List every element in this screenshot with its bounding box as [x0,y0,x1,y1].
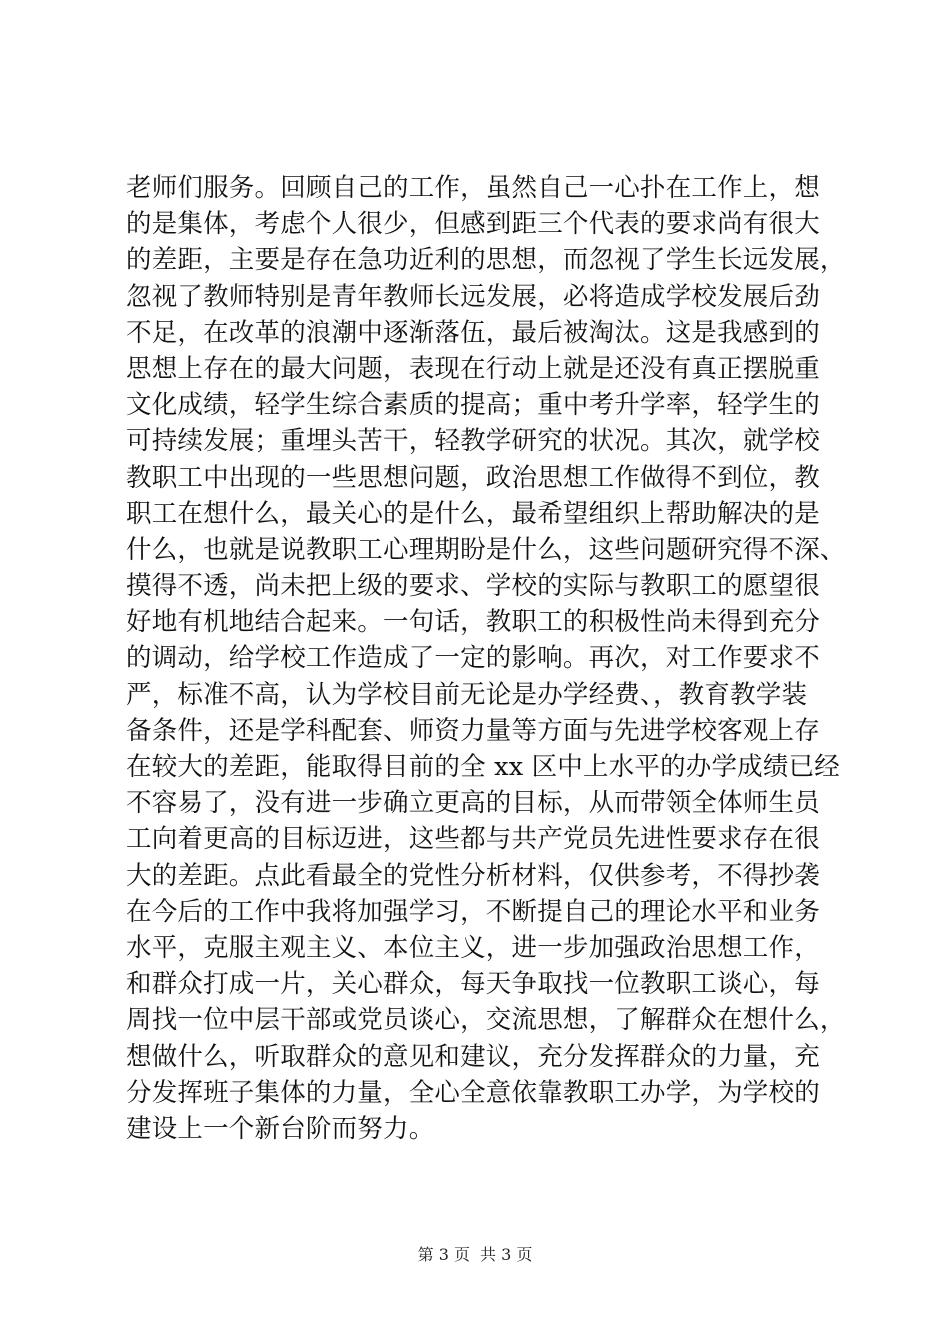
text-line: 摸得不透，尚未把上级的要求、学校的实际与教职工的愿望很 [126,571,820,602]
text-line: 老师们服务。回顾自己的工作，虽然自己一心扑在工作上，想 [126,173,820,203]
text-line: 周找一位中层干部或党员谈心，交流思想，了解群众在想什么， [126,1005,846,1036]
body-text [126,170,846,1147]
text-line: 不容易了，没有进一步确立更高的目标，从而带领全体师生员 [126,788,820,819]
text-line: 思想上存在的最大问题，表现在行动上就是还没有真正摆脱重 [126,353,820,384]
text-line: 建设上一个新台阶而努力。 [126,1113,435,1144]
text-line: 大的差距。点此看最全的党性分析材料，仅供参考，不得抄袭 [126,860,820,891]
text-line: 严，标准不高，认为学校目前无论是办学经费、，教育教学装 [126,679,808,710]
text-line: 和群众打成一片，关心群众，每天争取找一位教职工谈心，每 [126,969,820,1000]
text-line: 好地有机地结合起来。一句话，教职工的积极性尚未得到充分 [126,607,820,638]
text-line: 教职工中出现的一些思想问题，政治思想工作做得不到位，教 [126,462,820,493]
page-footer [0,1245,950,1265]
text-line: 文化成绩，轻学生综合素质的提高；重中考升学率，轻学生的 [126,390,820,421]
text-line: 的是集体，考虑个人很少，但感到距三个代表的要求尚有很大 [126,209,820,240]
text-line: 什么，也就是说教职工心理期盼是什么，这些问题研究得不深、 [126,534,846,565]
text-line: 的差距，主要是存在急功近利的思想，而忽视了学生长远发展， [126,245,846,276]
text-line: 的调动，给学校工作造成了一定的影响。再次，对工作要求不 [126,643,820,674]
text-line: 忽视了教师特别是青年教师长远发展，必将造成学校发展后劲 [126,281,820,312]
text-line: 职工在想什么，最关心的是什么，最希望组织上帮助解决的是 [126,498,820,529]
page-number: 第 3 页 [417,1245,470,1264]
page-total: 共 3 页 [480,1245,533,1264]
text-line: 工向着更高的目标迈进，这些都与共产党员先进性要求存在很 [126,824,820,855]
text-line: 在今后的工作中我将加强学习，不断提自己的理论水平和业务 [126,896,820,927]
text-line: 想做什么，听取群众的意见和建议，充分发挥群众的力量，充 [126,1041,820,1072]
text-line: 备条件，还是学科配套、师资力量等方面与先进学校客观上存 [126,715,820,746]
text-line: 水平，克服主观主义、本位主义，进一步加强政治思想工作， [126,932,820,963]
text-line: 可持续发展；重埋头苦干，轻教学研究的状况。其次，就学校 [126,426,820,457]
text-line: 不足，在改革的浪潮中逐渐落伍，最后被淘汰。这是我感到的 [126,317,820,348]
text-line: 在较大的差距，能取得目前的全 xx 区中上水平的办学成绩已经 [126,752,840,782]
text-line: 分发挥班子集体的力量，全心全意依靠教职工办学，为学校的 [126,1077,820,1108]
